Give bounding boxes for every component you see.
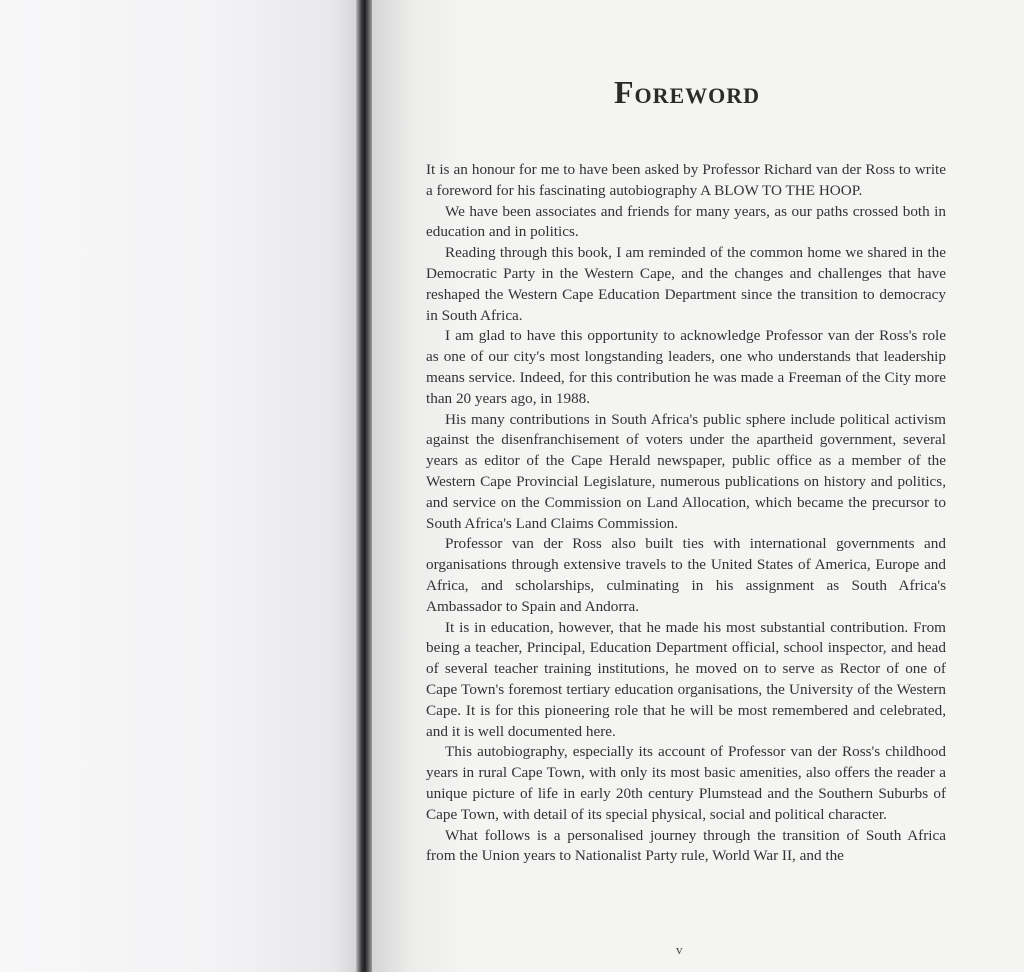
- foreword-body: [426, 160, 946, 867]
- paragraph-7: It is in education, however, that he made his most substantial contribution. From being a teacher, Principal, Education Department official, school inspector, and head of several teacher training institutions, he moved on to serve as Rector of one of Cape Town's foremost tertiary education organisations, the University of the Western Cape. It is for this pioneering role that he will be most remembered and celebrated, and it is well documented here.: [426, 618, 946, 740]
- heading-text: Foreword: [613, 74, 761, 110]
- page-heading: [0, 74, 1024, 111]
- page-number: v: [676, 942, 683, 957]
- paragraph-4: I am glad to have this opportunity to acknowledge Professor van der Ross's role as one of our city's most longstanding leaders, one who understands that leadership means service. Indeed, for this contribution he was made a Freeman of the City more than 20 years ago, in 1988.: [426, 327, 946, 407]
- paragraph-2: We have been associates and friends for many years, as our paths crossed both in education and in politics.: [426, 202, 946, 241]
- paragraph-1: It is an honour for me to have been asked by Professor Richard van der Ross to write a foreword for his fascinating autobiography A BLOW TO THE HOOP.: [426, 161, 946, 199]
- paragraph-3: Reading through this book, I am reminded of the common home we shared in the Democratic Party in the Western Cape, and the changes and challenges that have reshaped the Western Cape Education Department since the transition to democracy in South Africa.: [426, 244, 946, 324]
- paragraph-5: His many contributions in South Africa's public sphere include political activism against the disenfranchisement of voters under the apartheid government, several years as editor of the Cape Herald newspaper, public office as a member of the Western Cape Provincial Legislature, numerous publications on history and politics, and service on the Commission on Land Allocation, which became the precursor to South Africa's Land Claims Commission.: [426, 410, 946, 532]
- book-gutter: [356, 0, 372, 972]
- paragraph-9: What follows is a personalised journey through the transition of South Africa from the Union years to Nationalist Party rule, World War II, and the: [426, 826, 946, 865]
- paragraph-8: This autobiography, especially its account of Professor van der Ross's childhood years in rural Cape Town, with only its most basic amenities, also offers the reader a unique picture of life in early 20th century Plumstead and the Southern Suburbs of Cape Town, with detail of its special physical, social and political character.: [426, 743, 946, 823]
- left-page: [0, 0, 362, 972]
- paragraph-6: Professor van der Ross also built ties with international governments and organisations through extensive travels to the United States of America, Europe and Africa, and scholarships, culminating in his assignment as South Africa's Ambassador to Spain and Andorra.: [426, 535, 946, 615]
